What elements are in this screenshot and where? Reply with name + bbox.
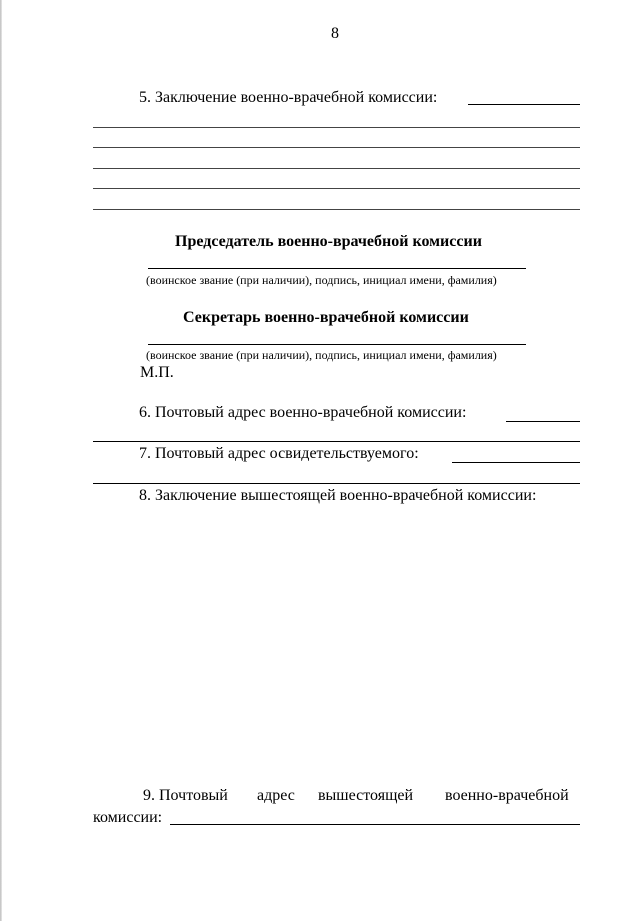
section-6-inline-field[interactable]	[506, 421, 580, 422]
section-6-label: 6. Почтовый адрес военно-врачебной комиссии:	[139, 404, 467, 421]
section-5-line-5[interactable]	[93, 209, 580, 210]
section-5-label: 5. Заключение военно-врачебной комиссии:	[139, 89, 438, 106]
secretary-caption: (воинское звание (при наличии), подпись, инициал имени, фамилия)	[146, 348, 497, 362]
page-number: 8	[331, 25, 339, 42]
page-edge-shadow	[0, 0, 2, 921]
section-6-line-1[interactable]	[93, 441, 580, 442]
section-7-line-1[interactable]	[93, 483, 580, 484]
section-9-word-3: вышестоящей	[318, 787, 414, 804]
section-5-line-3[interactable]	[93, 168, 580, 169]
section-9-word-1: 9. Почтовый	[143, 787, 228, 804]
section-9-line2-label: комиссии:	[93, 809, 163, 826]
section-9-word-2: адрес	[257, 787, 295, 804]
section-9-word-4: военно-врачебной	[445, 787, 569, 804]
section-5-line-2[interactable]	[93, 147, 580, 148]
secretary-signature-line[interactable]	[148, 344, 526, 345]
section-7-label: 7. Почтовый адрес освидетельствуемого:	[139, 445, 419, 462]
section-8-label: 8. Заключение вышестоящей военно-врачебной комиссии:	[139, 487, 537, 504]
section-5-line-4[interactable]	[93, 188, 580, 189]
chairman-caption: (воинское звание (при наличии), подпись, инициал имени, фамилия)	[146, 273, 497, 287]
section-7-inline-field[interactable]	[452, 462, 580, 463]
stamp-placeholder: М.П.	[140, 364, 174, 381]
chairman-title: Председатель военно-врачебной комиссии	[175, 233, 482, 250]
secretary-title: Секретарь военно-врачебной комиссии	[183, 309, 469, 326]
section-5-line-1[interactable]	[93, 127, 580, 128]
chairman-signature-line[interactable]	[148, 268, 526, 269]
section-9-inline-field[interactable]	[170, 824, 580, 825]
section-5-inline-field[interactable]	[468, 104, 580, 105]
